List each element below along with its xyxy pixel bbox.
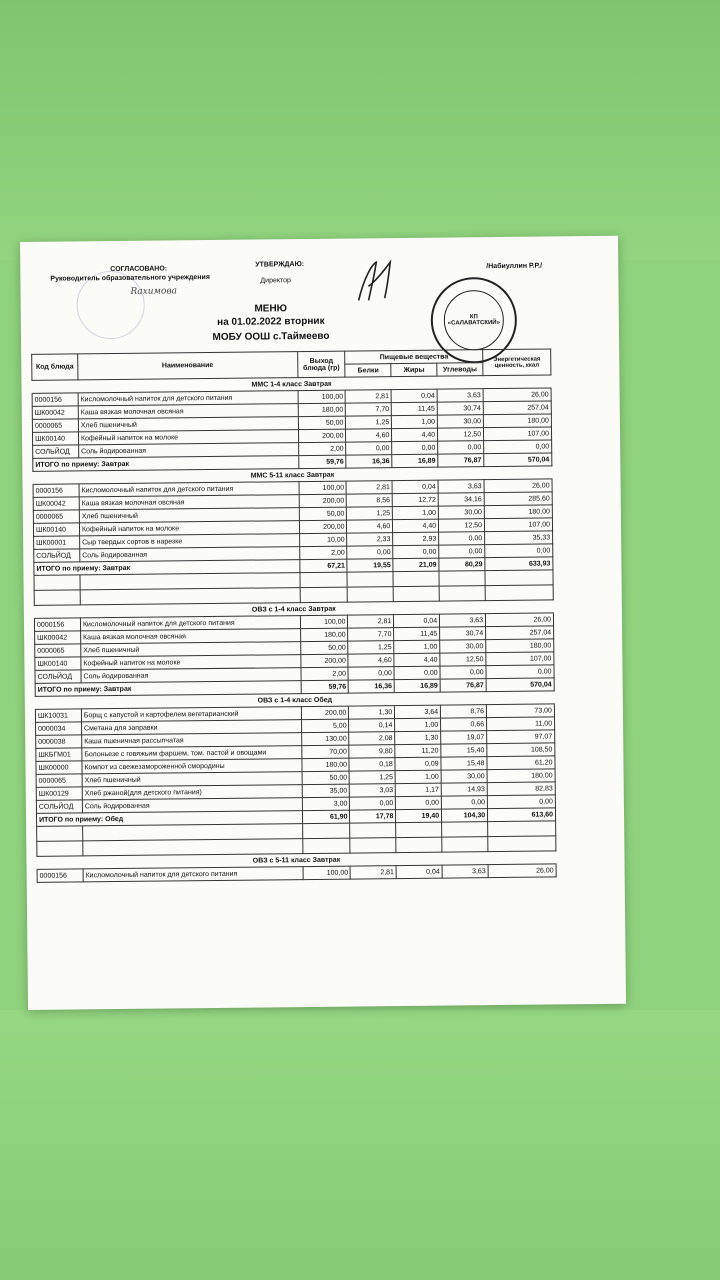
total-carbs: 80,29 bbox=[439, 558, 485, 571]
section-title: ОВЗ с 5-11 класс Завтрак bbox=[37, 851, 556, 869]
dish-name: Каша вязкая молочная овсяная bbox=[79, 495, 299, 510]
agreed-signature: Rахимова bbox=[130, 286, 178, 297]
dish-code: ШК00042 bbox=[33, 497, 79, 510]
carbs-value: 12,50 bbox=[439, 519, 485, 532]
empty-cell bbox=[485, 570, 553, 586]
energy-value: 82,83 bbox=[487, 782, 555, 796]
protein-value: 0,14 bbox=[349, 719, 395, 732]
dish-name: Каша пшеничная рассыпчатая bbox=[82, 733, 302, 748]
fat-value: 11,45 bbox=[392, 402, 438, 415]
carbs-value: 12,50 bbox=[440, 653, 486, 666]
fat-value: 12,72 bbox=[392, 493, 438, 506]
dish-name: Соль йодированная bbox=[80, 547, 300, 562]
carbs-value: 30,00 bbox=[438, 506, 484, 519]
total-energy: 570,04 bbox=[484, 453, 552, 467]
dish-code: 0000065 bbox=[33, 510, 79, 523]
green-wall-bottom bbox=[0, 1010, 720, 1280]
fat-value: 0,04 bbox=[391, 389, 437, 402]
approve-label: УТВЕРЖДАЮ: bbox=[255, 261, 305, 269]
dish-yield: 180,00 bbox=[298, 403, 346, 417]
dish-yield: 100,00 bbox=[300, 615, 348, 629]
dish-name: Сыр твердых сортов в нарезке bbox=[80, 534, 300, 549]
total-label: ИТОГО по приему: Завтрак bbox=[35, 681, 301, 697]
dish-code: 0000156 bbox=[37, 869, 83, 882]
dish-yield: 100,00 bbox=[303, 866, 351, 880]
total-fat: 16,89 bbox=[394, 679, 440, 692]
protein-value: 7,70 bbox=[348, 628, 394, 641]
total-protein: 16,36 bbox=[349, 680, 395, 693]
total-yield: 61,90 bbox=[302, 810, 350, 824]
fat-value: 1,00 bbox=[395, 718, 441, 731]
dish-code: ШК10031 bbox=[35, 709, 81, 722]
protein-value: 1,25 bbox=[346, 416, 392, 429]
menu-table bbox=[31, 348, 557, 882]
dish-yield: 50,00 bbox=[302, 771, 350, 785]
total-protein: 16,36 bbox=[346, 455, 392, 468]
fat-value: 1,00 bbox=[392, 415, 438, 428]
fat-value: 0,04 bbox=[396, 865, 442, 878]
menu-date: на 01.02.2022 вторник bbox=[217, 315, 325, 328]
energy-value: 285,60 bbox=[484, 492, 552, 506]
energy-value: 0,00 bbox=[486, 665, 554, 679]
empty-cell bbox=[37, 826, 83, 841]
director-name: /Набиуллин Р.Р./ bbox=[486, 262, 543, 271]
carbs-value: 3,63 bbox=[438, 480, 484, 493]
protein-value: 0,00 bbox=[348, 667, 394, 680]
dish-code: ШК00001 bbox=[34, 536, 80, 549]
dish-code: ШК00042 bbox=[32, 406, 78, 419]
total-energy: 633,93 bbox=[485, 557, 553, 571]
fat-value: 2,93 bbox=[393, 532, 439, 545]
protein-value: 0,00 bbox=[347, 546, 393, 559]
total-protein: 19,55 bbox=[347, 559, 393, 572]
dish-name: Хлеб ржаной(для детского питания) bbox=[82, 785, 302, 800]
dish-yield: 180,00 bbox=[300, 628, 348, 642]
total-carbs: 104,30 bbox=[442, 809, 488, 822]
carbs-value: 30,00 bbox=[441, 770, 487, 783]
empty-cell bbox=[485, 585, 553, 601]
protein-value: 1,25 bbox=[347, 507, 393, 520]
energy-value: 35,33 bbox=[485, 531, 553, 545]
dish-name: Соль йодированная bbox=[79, 443, 299, 458]
dish-code: 0000065 bbox=[32, 419, 78, 432]
fat-value: 1,30 bbox=[395, 731, 441, 744]
dish-name: Кофейный напиток на молоке bbox=[81, 655, 301, 670]
empty-cell bbox=[302, 823, 350, 839]
dish-name: Каша вязкая молочная овсяная bbox=[81, 629, 301, 644]
dish-code: ШК00140 bbox=[35, 657, 81, 670]
empty-cell bbox=[442, 837, 488, 852]
dish-yield: 70,00 bbox=[301, 745, 349, 759]
energy-value: 257,04 bbox=[486, 626, 554, 640]
protein-value: 4,60 bbox=[346, 429, 392, 442]
empty-cell bbox=[347, 572, 393, 587]
empty-cell bbox=[396, 822, 442, 837]
dish-name: Кофейный напиток на молоке bbox=[79, 521, 299, 536]
agreed-label: СОГЛАСОВАНО: bbox=[110, 265, 168, 274]
dish-name: Кисломолочный напиток для детского питания bbox=[83, 867, 303, 882]
energy-value: 108,50 bbox=[487, 743, 555, 757]
dish-code: ШК00140 bbox=[33, 523, 79, 536]
total-fat: 21,09 bbox=[393, 558, 439, 571]
dish-code: СОЛЬЙОД bbox=[33, 445, 79, 458]
protein-value: 0,00 bbox=[350, 797, 396, 810]
section-title: ММС 5-11 класс Завтрак bbox=[33, 466, 552, 484]
empty-cell bbox=[300, 587, 348, 603]
energy-value: 11,00 bbox=[487, 717, 555, 731]
carbs-value: 0,66 bbox=[441, 718, 487, 731]
empty-cell bbox=[488, 836, 556, 852]
dish-code: ШК00000 bbox=[36, 761, 82, 774]
dish-yield: 200,00 bbox=[299, 520, 347, 534]
protein-value: 0,00 bbox=[346, 442, 392, 455]
carbs-value: 3,63 bbox=[440, 614, 486, 627]
total-fat: 16,89 bbox=[392, 454, 438, 467]
protein-value: 9,80 bbox=[349, 745, 395, 758]
protein-value: 2,08 bbox=[349, 732, 395, 745]
col-protein: Белки bbox=[345, 364, 391, 377]
fat-value: 0,00 bbox=[394, 666, 440, 679]
fat-value: 11,45 bbox=[394, 627, 440, 640]
total-carbs: 76,87 bbox=[438, 454, 484, 467]
fat-value: 0,00 bbox=[393, 545, 439, 558]
col-carbs: Углеводы bbox=[437, 363, 483, 376]
carbs-value: 19,07 bbox=[441, 731, 487, 744]
dish-code: ШК00042 bbox=[35, 631, 81, 644]
carbs-value: 30,00 bbox=[440, 640, 486, 653]
protein-value: 3,03 bbox=[350, 784, 396, 797]
energy-value: 73,00 bbox=[486, 704, 554, 718]
energy-value: 0,00 bbox=[487, 795, 555, 809]
section-title: ММС 1-4 класс Завтрак bbox=[32, 375, 551, 393]
col-name: Наименование bbox=[78, 352, 298, 380]
total-energy: 613,60 bbox=[488, 808, 556, 822]
dish-yield: 50,00 bbox=[300, 641, 348, 655]
dish-name: Борщ с капустой и картофелем вегетарианский bbox=[81, 707, 301, 722]
dish-code: 0000156 bbox=[32, 393, 78, 406]
protein-value: 2,33 bbox=[347, 533, 393, 546]
protein-value: 2,81 bbox=[351, 866, 397, 879]
energy-value: 61,20 bbox=[487, 756, 555, 770]
fat-value: 4,40 bbox=[392, 428, 438, 441]
carbs-value: 30,74 bbox=[440, 627, 486, 640]
total-fat: 19,40 bbox=[396, 809, 442, 822]
fat-value: 11,20 bbox=[395, 744, 441, 757]
dish-code: 0000034 bbox=[36, 722, 82, 735]
total-yield: 59,76 bbox=[298, 455, 346, 469]
energy-value: 26,00 bbox=[488, 864, 556, 878]
fat-value: 0,00 bbox=[392, 441, 438, 454]
dish-code: 0000065 bbox=[35, 644, 81, 657]
dish-name: Соль йодированная bbox=[81, 668, 301, 683]
carbs-value: 34,16 bbox=[438, 493, 484, 506]
protein-value: 7,70 bbox=[346, 403, 392, 416]
dish-yield: 2,00 bbox=[301, 667, 349, 681]
total-label: ИТОГО по приему: Обед bbox=[36, 811, 302, 827]
empty-cell bbox=[393, 586, 439, 601]
empty-cell bbox=[396, 837, 442, 852]
energy-value: 26,00 bbox=[485, 613, 553, 627]
director-signature-icon bbox=[350, 256, 401, 307]
carbs-value: 12,50 bbox=[438, 428, 484, 441]
dish-name: Компот из свежезамороженной смородины bbox=[82, 759, 302, 774]
fat-value: 0,09 bbox=[395, 757, 441, 770]
fat-value: 1,00 bbox=[394, 640, 440, 653]
empty-cell bbox=[34, 575, 80, 590]
dish-code: 0000065 bbox=[36, 774, 82, 787]
protein-value: 1,25 bbox=[350, 771, 396, 784]
carbs-value: 8,76 bbox=[441, 705, 487, 718]
dish-yield: 35,00 bbox=[302, 784, 350, 798]
carbs-value: 0,00 bbox=[440, 666, 486, 679]
fat-value: 1,00 bbox=[395, 770, 441, 783]
total-yield: 59,76 bbox=[301, 680, 349, 694]
protein-value: 0,18 bbox=[349, 758, 395, 771]
dish-yield: 180,00 bbox=[302, 758, 350, 772]
total-yield: 67,21 bbox=[299, 559, 347, 573]
energy-value: 26,00 bbox=[484, 479, 552, 493]
dish-name: Кисломолочный напиток для детского питания bbox=[80, 616, 300, 631]
energy-value: 107,00 bbox=[484, 427, 552, 441]
dish-name: Хлеб пшеничный bbox=[81, 642, 301, 657]
dish-name: Хлеб пшеничный bbox=[79, 508, 299, 523]
carbs-value: 3,63 bbox=[442, 865, 488, 878]
carbs-value: 15,40 bbox=[441, 744, 487, 757]
protein-value: 1,25 bbox=[348, 641, 394, 654]
protein-value: 1,30 bbox=[349, 706, 395, 719]
dish-code: ШК00129 bbox=[36, 787, 82, 800]
energy-value: 180,00 bbox=[484, 505, 552, 519]
carbs-value: 15,48 bbox=[441, 757, 487, 770]
fat-value: 4,40 bbox=[394, 653, 440, 666]
empty-cell bbox=[302, 838, 350, 854]
energy-value: 107,00 bbox=[486, 652, 554, 666]
dish-name: Кисломолочный напиток для детского питания bbox=[79, 482, 299, 497]
total-label: ИТОГО по приему: Завтрак bbox=[33, 456, 299, 472]
dish-code: 0000156 bbox=[34, 618, 80, 631]
carbs-value: 30,74 bbox=[437, 402, 483, 415]
energy-value: 26,00 bbox=[483, 388, 551, 402]
dish-name: Кофейный напиток на молоке bbox=[78, 430, 298, 445]
energy-value: 257,04 bbox=[483, 401, 551, 415]
agreed-by-label: Руководитель образовательного учреждения bbox=[50, 274, 210, 283]
col-code: Код блюда bbox=[32, 354, 78, 380]
fat-value: 3,64 bbox=[395, 705, 441, 718]
carbs-value: 0,00 bbox=[439, 532, 485, 545]
protein-value: 8,56 bbox=[347, 494, 393, 507]
protein-value: 2,81 bbox=[347, 481, 393, 494]
energy-value: 107,00 bbox=[485, 518, 553, 532]
dish-name: Соль йодированная bbox=[82, 798, 302, 813]
total-energy: 570,04 bbox=[486, 678, 554, 692]
total-protein: 17,78 bbox=[350, 810, 396, 823]
dish-code: 0000038 bbox=[36, 735, 82, 748]
director-label: Директор bbox=[260, 277, 291, 285]
carbs-value: 0,00 bbox=[438, 441, 484, 454]
dish-yield: 130,00 bbox=[301, 732, 349, 746]
dish-yield: 50,00 bbox=[298, 416, 346, 430]
empty-cell bbox=[488, 821, 556, 837]
dish-yield: 3,00 bbox=[302, 797, 350, 811]
dish-name: Каша вязкая молочная овсяная bbox=[78, 404, 298, 419]
empty-cell bbox=[442, 822, 488, 837]
empty-cell bbox=[439, 586, 485, 601]
empty-cell bbox=[37, 841, 83, 856]
dish-yield: 10,00 bbox=[299, 533, 347, 547]
empty-cell bbox=[350, 838, 396, 853]
dish-yield: 200,00 bbox=[299, 494, 347, 508]
dish-yield: 5,00 bbox=[301, 719, 349, 733]
carbs-value: 0,00 bbox=[441, 796, 487, 809]
section-title: ОВЗ с 1-4 класс Обед bbox=[35, 691, 554, 709]
dish-code: СОЛЬЙОД bbox=[36, 800, 82, 813]
empty-cell bbox=[350, 823, 396, 838]
fat-value: 1,00 bbox=[393, 506, 439, 519]
fat-value: 0,04 bbox=[394, 614, 440, 627]
empty-cell bbox=[300, 572, 348, 588]
fat-value: 1,17 bbox=[396, 783, 442, 796]
dish-name: Болоньезе с говяжьим фаршем, том. пастой и овощами bbox=[82, 746, 302, 761]
energy-value: 180,00 bbox=[486, 639, 554, 653]
protein-value: 2,81 bbox=[346, 390, 392, 403]
green-wall-top bbox=[0, 0, 720, 260]
dish-yield: 200,00 bbox=[301, 706, 349, 720]
dish-yield: 100,00 bbox=[298, 390, 346, 404]
dish-yield: 50,00 bbox=[299, 507, 347, 521]
protein-value: 2,81 bbox=[348, 615, 394, 628]
dish-code: 0000156 bbox=[33, 484, 79, 497]
col-energy: Энергетическая ценность, ккал bbox=[483, 349, 551, 376]
carbs-value: 0,00 bbox=[439, 545, 485, 558]
col-fat: Жиры bbox=[391, 363, 437, 376]
total-label: ИТОГО по приему: Завтрак bbox=[34, 560, 300, 576]
col-nutrients: Пищевые вещества bbox=[345, 350, 483, 364]
carbs-value: 14,93 bbox=[441, 783, 487, 796]
energy-value: 97,07 bbox=[487, 730, 555, 744]
dish-code: ШКБГМ01 bbox=[36, 748, 82, 761]
dish-yield: 2,00 bbox=[299, 546, 347, 560]
dish-yield: 200,00 bbox=[298, 429, 346, 443]
energy-value: 0,00 bbox=[485, 544, 553, 558]
fat-value: 4,40 bbox=[393, 519, 439, 532]
empty-cell bbox=[393, 571, 439, 586]
protein-value: 4,60 bbox=[348, 654, 394, 667]
stamp-text: КП «САЛАВАТСКИЙ» bbox=[444, 290, 505, 351]
protein-value: 4,60 bbox=[347, 520, 393, 533]
energy-value: 180,00 bbox=[483, 414, 551, 428]
dish-code: ШК00140 bbox=[32, 432, 78, 445]
fat-value: 0,04 bbox=[392, 480, 438, 493]
empty-cell bbox=[348, 587, 394, 602]
school-name: МОБУ ООШ с.Таймеево bbox=[212, 330, 330, 343]
dish-name: Сметана для заправки bbox=[81, 720, 301, 735]
dish-yield: 100,00 bbox=[299, 481, 347, 495]
dish-code: СОЛЬЙОД bbox=[34, 549, 80, 562]
dish-code: СОЛЬЙОД bbox=[35, 670, 81, 683]
dish-name: Хлеб пшеничный bbox=[82, 772, 302, 787]
fat-value: 0,00 bbox=[396, 796, 442, 809]
empty-cell bbox=[439, 571, 485, 586]
energy-value: 180,00 bbox=[487, 769, 555, 783]
carbs-value: 30,00 bbox=[437, 415, 483, 428]
dish-name: Хлеб пшеничный bbox=[78, 417, 298, 432]
carbs-value: 3,63 bbox=[437, 389, 483, 402]
dish-yield: 2,00 bbox=[298, 442, 346, 456]
dish-name: Кисломолочный напиток для детского питания bbox=[78, 391, 298, 406]
empty-cell bbox=[34, 590, 80, 605]
menu-sheet bbox=[20, 236, 626, 1010]
dish-yield: 200,00 bbox=[300, 654, 348, 668]
menu-title: МЕНЮ bbox=[254, 303, 288, 315]
total-carbs: 76,87 bbox=[440, 679, 486, 692]
energy-value: 0,00 bbox=[484, 440, 552, 454]
section-title: ОВЗ с 1-4 класс Завтрак bbox=[34, 600, 553, 618]
col-yield: Выход блюда (гр) bbox=[297, 351, 345, 377]
